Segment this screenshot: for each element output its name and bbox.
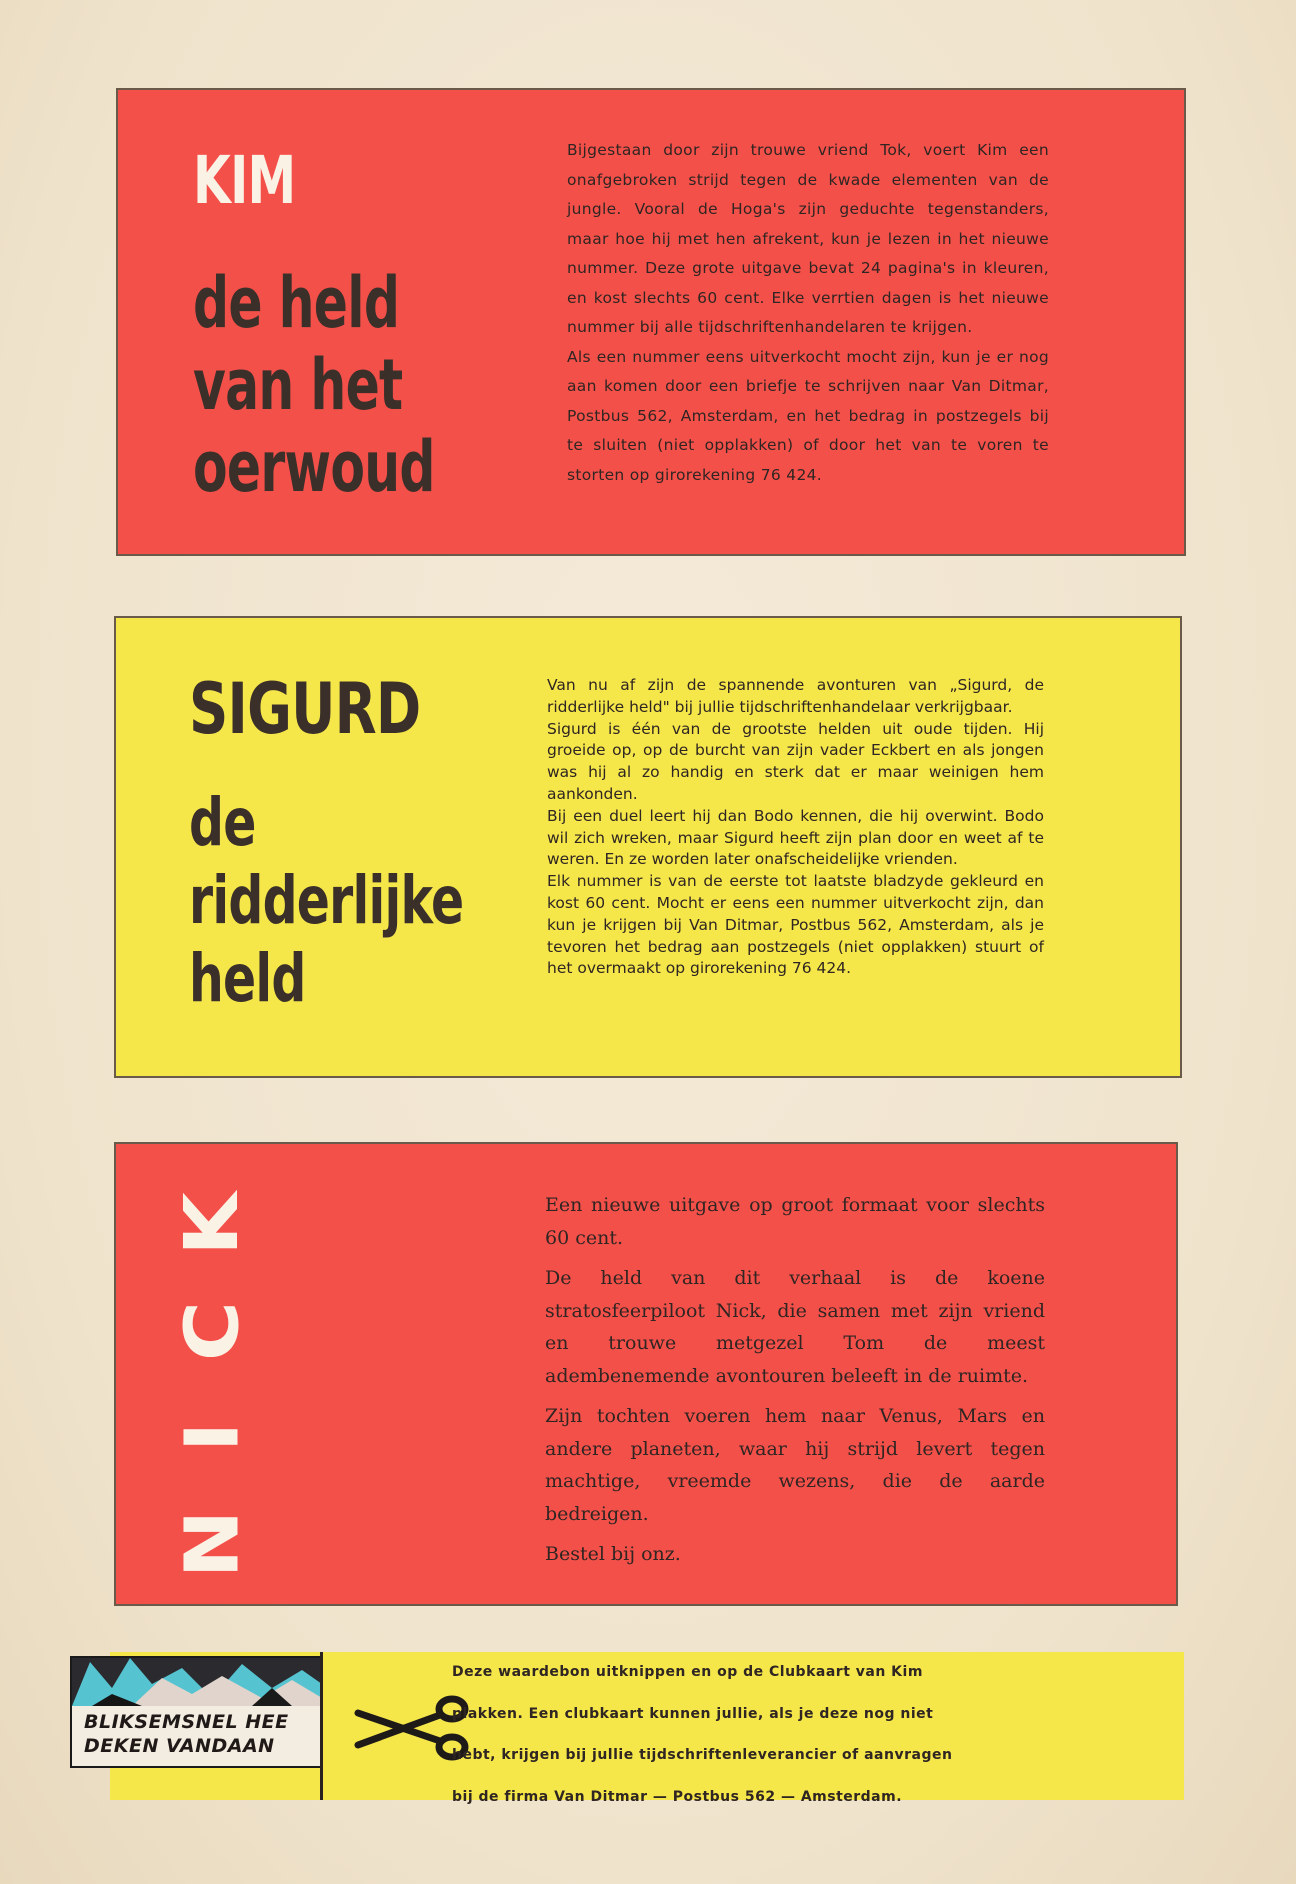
coupon-text: [452, 1652, 1132, 1818]
sigurd-paragraph: Sigurd is één van de grootste helden uit oude tijden. Hij groeide op, op de burcht van zijn vader Eckbert en als jongen was hij al zo handig en sterk dat er maar weinigen hem aankonden.: [547, 719, 1044, 803]
comic-divider: [320, 1652, 323, 1800]
coupon-line: bij de firma Van Ditmar — Postbus 562 — Amsterdam.: [452, 1788, 903, 1805]
nick-paragraph: Bestel bij onz.: [545, 1543, 681, 1565]
sigurd-paragraph: Van nu af zijn de spannende avonturen van „Sigurd, de ridderlijke held" bij jullie tijdschriftenhandelaar verkrijgbaar.: [547, 676, 1044, 716]
nick-paragraph: Zijn tochten voeren hem naar Venus, Mars en andere planeten, waar hij strijd levert tegen machtige, vreemde wezens, die de aarde bedreigen.: [545, 1405, 1045, 1525]
comic-caption: [84, 1710, 322, 1758]
nick-title-letter: N: [169, 1509, 256, 1579]
kim-paragraph: Als een nummer eens uitverkocht mocht zijn, kun je er nog aan komen door een briefje te schrijven naar Van Ditmar, Postbus 562, Amsterdam, en het bedrag in postzegels bij te sluiten (niet opplakken) of door het van te voren te storten op girorekening 76 424.: [567, 347, 1049, 484]
kim-description: [567, 136, 1049, 490]
sigurd-subtitle-line: ridderlijke: [189, 862, 464, 939]
kim-paragraph: Bijgestaan door zijn trouwe vriend Tok, voert Kim een onafgebroken strijd tegen de kwade elementen van de jungle. Vooral de Hoga's zijn geduchte tegenstanders, maar hoe hij met hen afrekent, kun je lezen in het nieuwe nummer. Deze grote uitgave bevat 24 pagina's in kleuren, en kost slechts 60 cent. Elke verrtien dagen is het nieuwe nummer bij alle tijdschriftenhandelaren te krijgen.: [567, 141, 1049, 336]
sigurd-paragraph: Bij een duel leert hij dan Bodo kennen, die hij overwint. Bodo wil zich wreken, maar Sigurd heeft zijn plan door en weet af te weren. En ze worden later onafscheidelijke vrienden.: [547, 806, 1044, 869]
kim-subtitle-line: de held: [193, 262, 400, 344]
comic-fragment: [70, 1656, 322, 1768]
nick-paragraph: Een nieuwe uitgave op groot formaat voor slechts 60 cent.: [545, 1194, 1045, 1249]
coupon-line: Deze waardebon uitknippen en op de Clubkaart van Kim: [452, 1664, 923, 1680]
kim-panel: [116, 88, 1186, 556]
kim-subtitle-line: oerwoud: [193, 426, 435, 508]
sigurd-paragraph: Elk nummer is van de eerste tot laatste bladzyde gekleurd en kost 60 cent. Mocht er eens een nummer uitverkocht zijn, dan kun je krijgen bij Van Ditmar, Postbus 562, Amsterdam, als je tevoren het bedrag aan postzegels (niet opplakken) stuurt of het overmaakt op girorekening 76 424.: [547, 872, 1044, 978]
sigurd-subtitle-line: de: [189, 784, 256, 861]
nick-title: [169, 1192, 256, 1579]
comic-caption-line: DEKEN VANDAAN: [84, 1735, 275, 1757]
nick-panel: [114, 1142, 1178, 1606]
kim-subtitle-line: van het: [193, 344, 403, 426]
sigurd-subtitle-line: held: [189, 940, 306, 1017]
sigurd-description: [547, 675, 1044, 980]
nick-title-letter: C: [169, 1300, 256, 1361]
comic-art: [72, 1658, 322, 1706]
nick-paragraph: De held van dit verhaal is de koene stratosfeerpiloot Nick, die samen met zijn vriend en trouwe metgezel Tom de meest adembenemende avontouren beleeft in de ruimte.: [545, 1267, 1045, 1387]
sigurd-panel: [114, 616, 1182, 1078]
kim-title: KIM: [193, 142, 296, 219]
nick-title-letter: I: [169, 1422, 256, 1453]
nick-title-letter: K: [169, 1192, 256, 1256]
coupon-line: plakken. Een clubkaart kunnen jullie, als je deze nog niet: [452, 1705, 934, 1722]
coupon-line: hebt, krijgen bij jullie tijdschriftenleverancier of aanvragen: [452, 1747, 953, 1763]
nick-description: [545, 1189, 1045, 1579]
sigurd-title: SIGURD: [189, 668, 421, 750]
sigurd-subtitle: [189, 784, 463, 1018]
kim-subtitle: [193, 262, 435, 508]
comic-caption-line: BLIKSEMSNEL HEE: [84, 1711, 289, 1733]
